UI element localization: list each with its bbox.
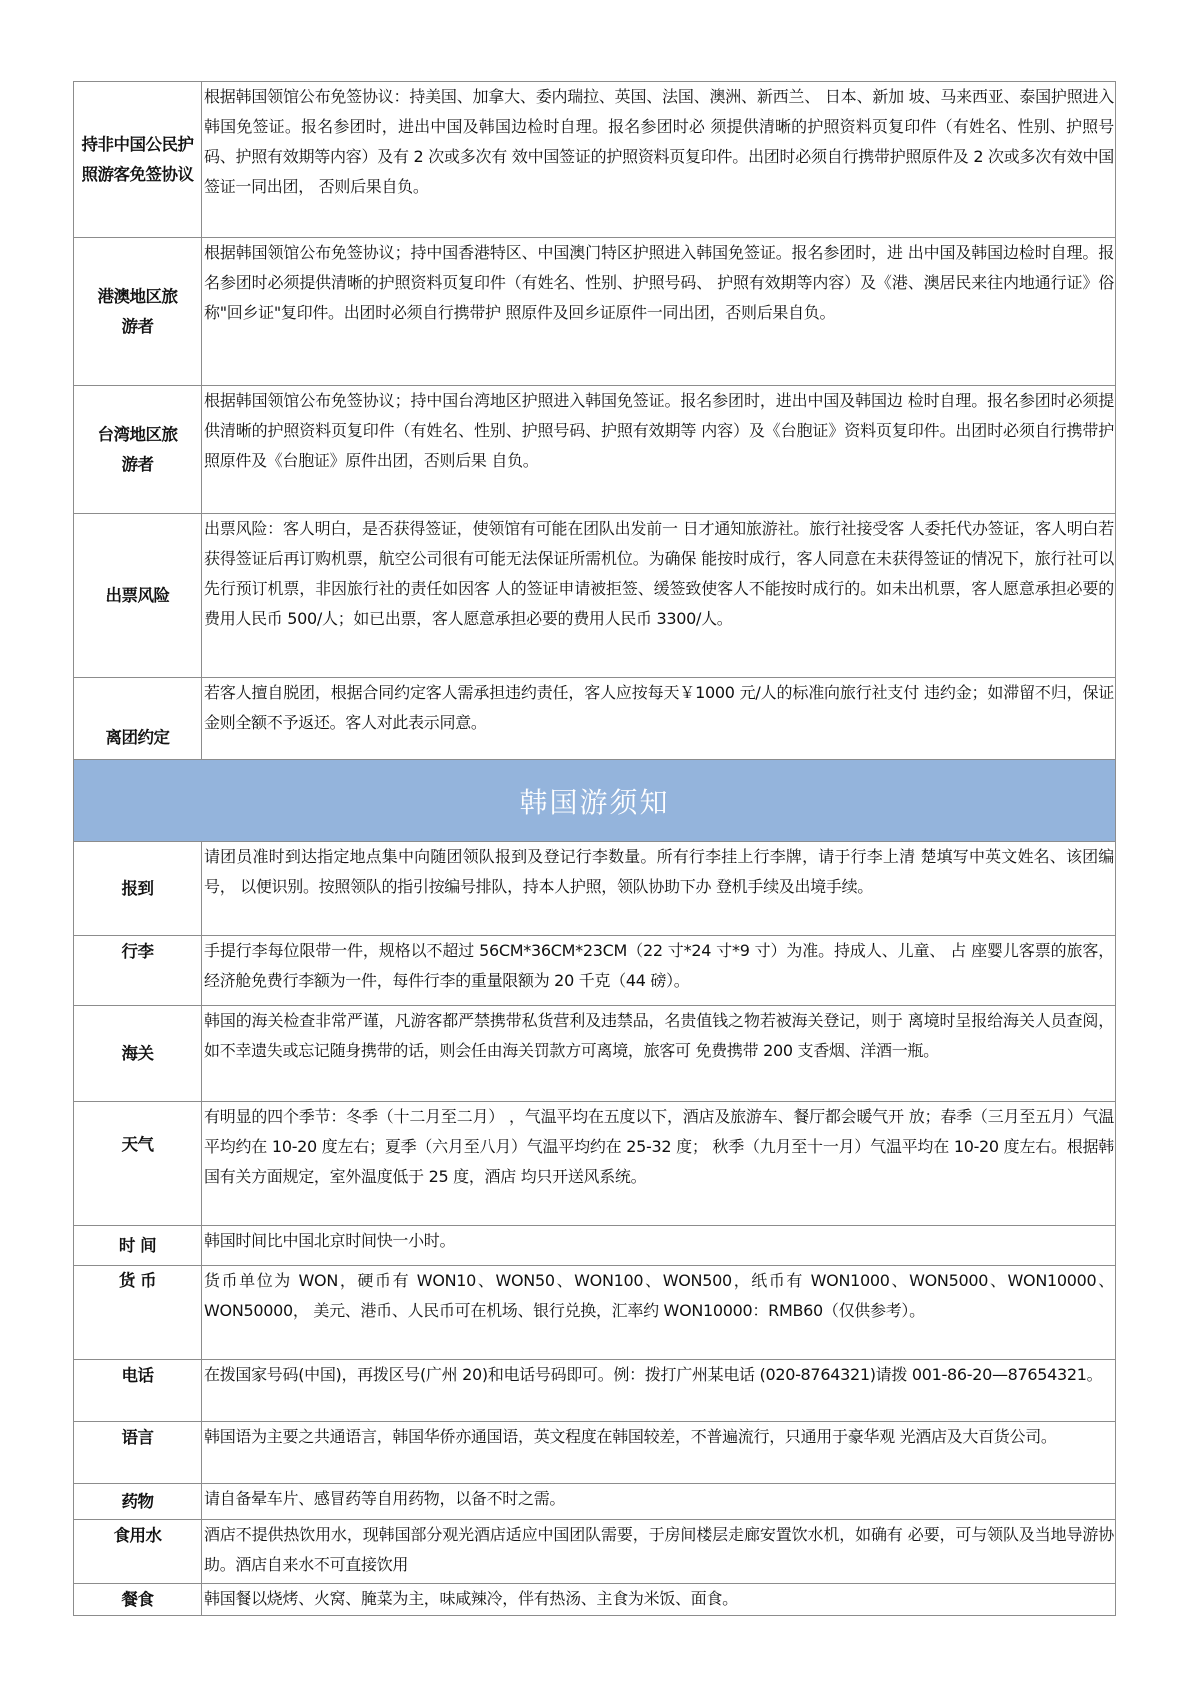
table-row	[74, 1226, 1116, 1266]
row-content: 韩国的海关检查非常严谨，凡游客都严禁携带私货营利及违禁品，名贵值钱之物若被海关登记，则于 离境时呈报给海关人员查阅，如不幸遗失或忘记随身携带的话，则会任由海关罚款方可离境，旅客可 免费携带 200 支香烟、洋酒一瓶。	[202, 1006, 1116, 1102]
table-row	[74, 1422, 1116, 1484]
row-content: 请自备晕车片、感冒药等自用药物，以备不时之需。	[202, 1484, 1116, 1520]
table-row	[74, 1484, 1116, 1520]
table-row	[74, 1102, 1116, 1226]
table-row	[74, 1520, 1116, 1584]
table-row	[74, 82, 1116, 238]
row-label: 天气	[74, 1102, 202, 1226]
row-label: 持非中国公民护照游客免签协议	[74, 82, 202, 238]
row-label: 行李	[74, 936, 202, 1006]
table-row	[74, 386, 1116, 514]
table-row	[74, 1006, 1116, 1102]
row-content: 酒店不提供热饮用水，现韩国部分观光酒店适应中国团队需要，于房间楼层走廊安置饮水机，如确有 必要，可与领队及当地导游协助。酒店自来水不可直接饮用	[202, 1520, 1116, 1584]
table-row	[74, 238, 1116, 386]
row-content: 根据韩国领馆公布免签协议；持中国台湾地区护照进入韩国免签证。报名参团时，进出中国及韩国边 检时自理。报名参团时必须提供清晰的护照资料页复印件（有姓名、性别、护照号码、护照有效期等 内容）及《台胞证》资料页复印件。出团时必须自行携带护照原件及《台胞证》原件出团，否则后果 自负。	[202, 386, 1116, 514]
row-label: 港澳地区旅游者	[74, 238, 202, 386]
row-label: 海关	[74, 1006, 202, 1102]
row-content: 韩国餐以烧烤、火窝、腌菜为主，味咸辣冷，伴有热汤、主食为米饭、面食。	[202, 1584, 1116, 1616]
row-label: 药物	[74, 1484, 202, 1520]
row-content: 韩国时间比中国北京时间快一小时。	[202, 1226, 1116, 1266]
row-label: 出票风险	[74, 514, 202, 678]
table-row	[74, 842, 1116, 936]
row-content: 根据韩国领馆公布免签协议：持美国、加拿大、委内瑞拉、英国、法国、澳洲、新西兰、 日本、新加 坡、马来西亚、泰国护照进入韩国免签证。报名参团时，进出中国及韩国边检时自理。报名参团时必 须提供清晰的护照资料页复印件（有姓名、性别、护照号码、护照有效期等内容）及有 2 次或多次有 效中国签证的护照资料页复印件。出团时必须自行携带护照原件及 2 次或多次有效中国签证一同出团， 否则后果自负。	[202, 82, 1116, 238]
table-row	[74, 1360, 1116, 1422]
row-label: 食用水	[74, 1520, 202, 1584]
row-content: 若客人擅自脱团，根据合同约定客人需承担违约责任，客人应按每天￥1000 元/人的标准向旅行社支付 违约金；如滞留不归，保证金则全额不予返还。客人对此表示同意。	[202, 678, 1116, 760]
row-label: 离团约定	[74, 678, 202, 760]
row-label: 语言	[74, 1422, 202, 1484]
row-label: 餐食	[74, 1584, 202, 1616]
row-content: 出票风险：客人明白，是否获得签证，使领馆有可能在团队出发前一 日才通知旅游社。旅行社接受客 人委托代办签证，客人明白若获得签证后再订购机票，航空公司很有可能无法保证所需机位。为确保 能按时成行，客人同意在未获得签证的情况下，旅行社可以先行预订机票，非因旅行社的责任如因客 人的签证申请被拒签、缓签致使客人不能按时成行的。如未出机票，客人愿意承担必要的费用人民币 500/人；如已出票，客人愿意承担必要的费用人民币 3300/人。	[202, 514, 1116, 678]
section-banner-row	[74, 760, 1116, 842]
row-content: 在拨国家号码(中国)，再拨区号(广州 20)和电话号码即可。例：拨打广州某电话 (020-8764321)请拨 001-86-20—87654321。	[202, 1360, 1116, 1422]
table-row	[74, 1266, 1116, 1360]
row-label: 台湾地区旅游者	[74, 386, 202, 514]
row-label: 报到	[74, 842, 202, 936]
row-label: 货 币	[74, 1266, 202, 1360]
row-content: 韩国语为主要之共通语言，韩国华侨亦通国语，英文程度在韩国较差，不普遍流行，只通用于豪华观 光酒店及大百货公司。	[202, 1422, 1116, 1484]
table-row	[74, 678, 1116, 760]
table-row	[74, 936, 1116, 1006]
row-content: 手提行李每位限带一件，规格以不超过 56CM*36CM*23CM（22 寸*24 寸*9 寸）为准。持成人、儿童、 占 座婴儿客票的旅客，经济舱免费行李额为一件，每件行李的重量限额为 20 千克（44 磅）。	[202, 936, 1116, 1006]
row-content: 有明显的四个季节：冬季（十二月至二月） ，气温平均在五度以下，酒店及旅游车、餐厅都会暖气开 放；春季（三月至五月）气温平均约在 10-20 度左右；夏季（六月至八月）气温平均约在 25-32 度； 秋季（九月至十一月）气温平均在 10-20 度左右。根据韩国有关方面规定，室外温度低于 25 度，酒店 均只开送风系统。	[202, 1102, 1116, 1226]
section-title: 韩国游须知	[74, 760, 1116, 842]
row-content: 货币单位为 WON，硬币有 WON10、WON50、WON100、WON500，纸币有 WON1000、WON5000、WON10000、WON50000， 美元、港币、人民币可在机场、银行兑换，汇率约 WON10000：RMB60（仅供参考）。	[202, 1266, 1116, 1360]
travel-notice-table	[73, 81, 1116, 1616]
row-content: 根据韩国领馆公布免签协议；持中国香港特区、中国澳门特区护照进入韩国免签证。报名参团时，进 出中国及韩国边检时自理。报名参团时必须提供清晰的护照资料页复印件（有姓名、性别、护照号码、 护照有效期等内容）及《港、澳居民来往内地通行证》俗称"回乡证"复印件。出团时必须自行携带护 照原件及回乡证原件一同出团，否则后果自负。	[202, 238, 1116, 386]
table-row	[74, 1584, 1116, 1616]
document-page	[73, 81, 1115, 1616]
row-label: 电话	[74, 1360, 202, 1422]
table-row	[74, 514, 1116, 678]
row-label: 时 间	[74, 1226, 202, 1266]
row-content: 请团员准时到达指定地点集中向随团领队报到及登记行李数量。所有行李挂上行李牌，请于行李上清 楚填写中英文姓名、该团编号， 以便识别。按照领队的指引按编号排队，持本人护照，领队协助下办 登机手续及出境手续。	[202, 842, 1116, 936]
